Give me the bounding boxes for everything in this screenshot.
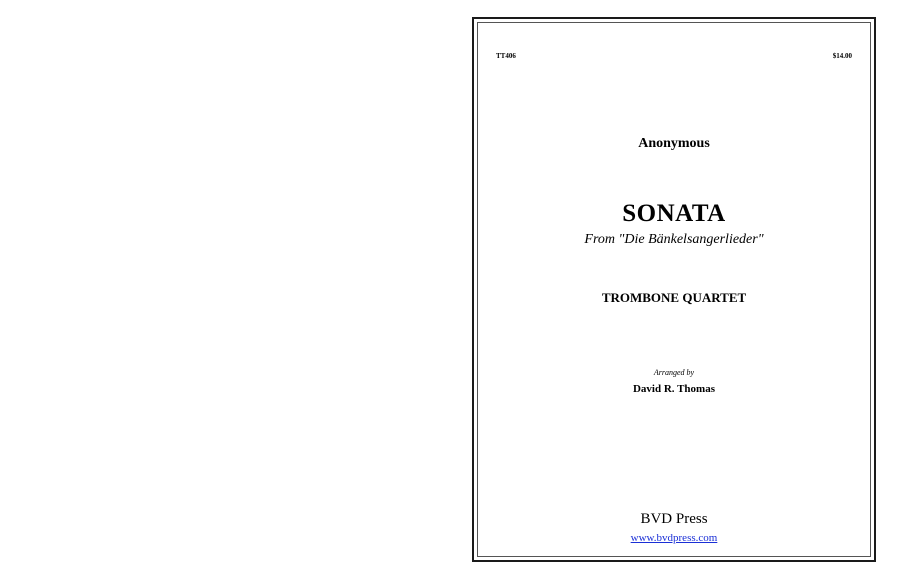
arranged-by-label: Arranged by bbox=[653, 368, 695, 377]
piece-subtitle: From "Die Bänkelsangerlieder" bbox=[584, 232, 764, 247]
piece-title: SONATA bbox=[622, 200, 726, 227]
publisher-name: BVD Press bbox=[640, 511, 708, 527]
publisher-website-link[interactable]: www.bvdpress.com bbox=[630, 532, 718, 544]
arranger-name: David R. Thomas bbox=[632, 383, 715, 395]
cover-inner-border bbox=[477, 22, 871, 557]
catalog-number: TT406 bbox=[496, 52, 516, 60]
price: $14.00 bbox=[832, 52, 852, 60]
composer-name: Anonymous bbox=[638, 136, 710, 151]
ensemble-label: TROMBONE QUARTET bbox=[601, 290, 747, 305]
sheet-music-cover bbox=[472, 17, 876, 562]
